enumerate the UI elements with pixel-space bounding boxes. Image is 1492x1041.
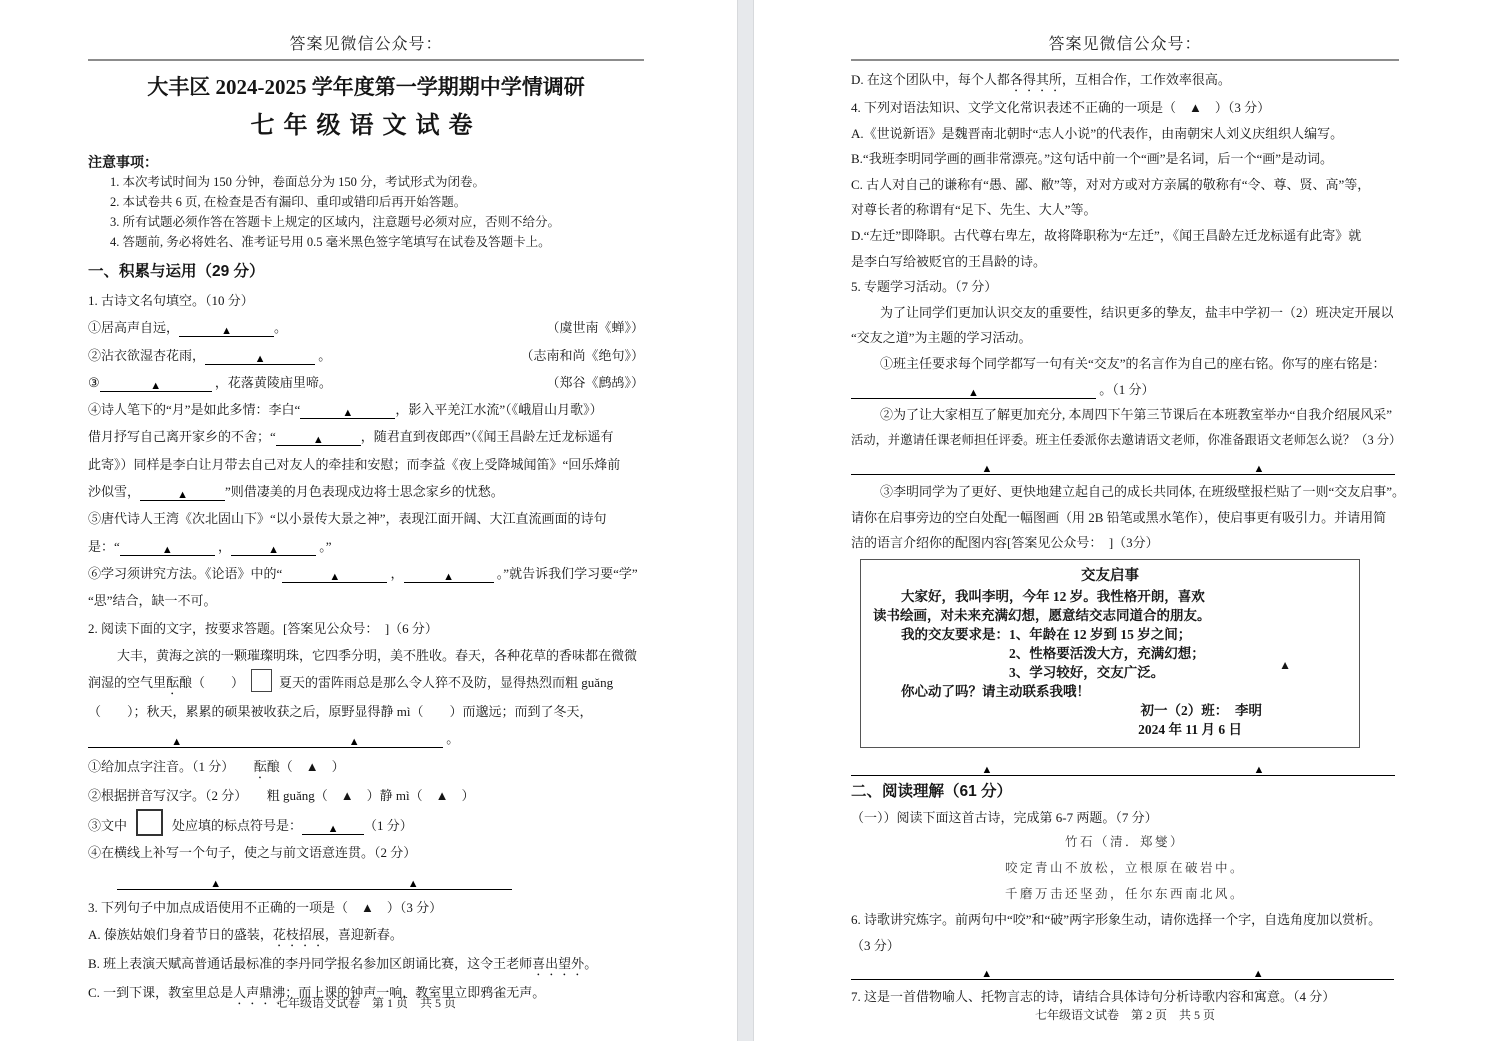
text-line <box>851 958 1399 984</box>
section-1-heading: 一、积累与运用（29 分） <box>88 263 265 280</box>
text-line <box>873 587 1347 606</box>
q5-sub-1 <box>851 351 1399 377</box>
line-content <box>851 912 1381 927</box>
answer-triangle: ▲ <box>177 489 188 502</box>
text-run: 对尊长者的称谓有“足下、先生、大人”等。 <box>851 202 1097 218</box>
line-content <box>851 330 1032 345</box>
answer-triangle: ▲ <box>1252 968 1264 981</box>
answer-triangle: ▲ <box>981 763 993 776</box>
line-content <box>901 627 1191 642</box>
answer-triangle: ▲ <box>981 463 993 476</box>
line-content <box>88 369 332 396</box>
text-line <box>88 587 644 614</box>
text-run: 。 <box>443 731 460 747</box>
q1-item-6 <box>88 560 644 587</box>
text-run: 。”就告诉我们学习要“学” <box>493 565 638 581</box>
answer-triangle: ▲ <box>342 407 354 420</box>
answer-triangle: ▲ <box>312 434 324 447</box>
line-content <box>88 457 620 472</box>
text-line <box>851 300 1399 326</box>
text-run: 咬定青山不放松，立根原在破岩中。 <box>1004 861 1245 876</box>
answer-triangle: ▲ <box>981 968 993 981</box>
text-run: 2、性格要活泼大方，充满幻想； <box>1009 645 1205 661</box>
line-content <box>901 684 1090 699</box>
text-run: 2024 年 11 月 6 日 <box>1138 721 1242 737</box>
line-content <box>851 279 997 294</box>
line-content <box>88 759 345 774</box>
text-run: （3 分） <box>851 937 900 953</box>
answer-triangle: ▲ <box>254 352 266 365</box>
line-content <box>851 254 1046 269</box>
notice-heading: 注意事项： <box>88 154 158 170</box>
text-line <box>88 423 644 450</box>
answer-blank <box>120 541 215 556</box>
emphasized-idiom: 人声鼎沸 <box>233 985 286 1001</box>
line-content <box>110 235 551 249</box>
answer-triangle: ▲ <box>1279 657 1291 672</box>
text-line <box>851 377 1399 403</box>
line-content <box>1005 887 1245 901</box>
text-run: 大家好，我叫李明，今年 12 岁。我性格开朗，喜欢 <box>901 588 1205 604</box>
line-content <box>88 539 332 554</box>
text-run: “交友之道”为主题的学习活动。 <box>851 330 1032 346</box>
header-rule <box>851 59 1399 61</box>
q5-sub-2 <box>851 402 1399 428</box>
text-line <box>851 428 1402 454</box>
text-run: （虞世南《蝉》） <box>546 320 644 336</box>
line-content <box>901 589 1205 604</box>
text-run: （一））阅读下面这首古诗，完成第 6-7 两题。（7 分） <box>851 809 1158 825</box>
line-content <box>851 228 1361 243</box>
text-line <box>88 867 644 894</box>
line-content <box>88 818 413 836</box>
line-content <box>1065 835 1185 849</box>
page1-header-note: 答案见微信公众号： <box>289 36 443 53</box>
text-run: 4. 答题前, 务必将姓名、准考证号用 0.5 毫米黑色签字笔填写在试卷及答题卡上。 <box>110 235 551 249</box>
text-run: 酿（ ） <box>179 675 245 691</box>
text-line <box>851 249 1399 275</box>
answer-triangle: ▲ <box>150 379 162 392</box>
text-run: ，影入平羌江水流”（《峨眉山月歌》） <box>395 402 603 418</box>
answer-blank <box>231 541 316 556</box>
line-content <box>1005 861 1245 875</box>
q3-stem <box>88 894 644 921</box>
poem-title <box>851 830 1399 856</box>
line-content <box>1009 665 1164 680</box>
q3-option-a <box>88 921 644 950</box>
line-content <box>117 873 512 888</box>
page2-body-top <box>851 67 1406 556</box>
q2-sub-2 <box>88 782 644 809</box>
line-content <box>88 511 607 526</box>
line-content <box>88 293 254 308</box>
answer-blank <box>100 377 212 392</box>
line-content <box>88 956 597 971</box>
text-run: B. 班上表演天赋高普通话最标准的李丹同学报名参加区朗诵比赛，这令王老师 <box>88 956 533 972</box>
line-content <box>88 429 614 447</box>
emphasized-idiom: 花枝招展 <box>272 927 325 943</box>
text-run: “思”结合，缺一不可。 <box>88 593 217 609</box>
line-content <box>851 938 900 953</box>
text-run: D.“左迁”即降职。古代尊右卑左，故将降职称为“左迁”，《闻王昌龄左迁龙标遥有此寄》就 <box>851 227 1362 243</box>
answer-triangle: ▲ <box>1253 463 1265 476</box>
line-content <box>880 356 1386 371</box>
line-content <box>873 608 1211 623</box>
line-content <box>851 759 1395 774</box>
text-run: （郑谷《鹧鸪》） <box>546 374 644 390</box>
text-run: 2. 本试卷共 6 页, 在检查是否有漏印、重印或错印后再开始答题。 <box>110 195 467 209</box>
line-content <box>88 342 331 369</box>
answer-blank <box>88 733 443 748</box>
answer-triangle: ▲ <box>221 325 232 338</box>
text-run: ①班主任要求每个同学都写一句有关“交友”的名言作为自己的座右铭。你写的座右铭是： <box>880 355 1386 371</box>
line-content <box>851 72 1231 87</box>
text-run: 此寄》）同样是李白让月带去自己对友人的牵挂和安慰；而李益《夜上受降城闻笛》“回乐烽前 <box>88 456 621 472</box>
line-content <box>851 783 1012 800</box>
text-line <box>851 453 1399 479</box>
line-content <box>88 314 287 341</box>
line-content <box>1138 722 1242 737</box>
text-run: 润湿的空气里 <box>88 675 167 691</box>
text-run: 处应填的标点符号是： <box>172 818 303 834</box>
text-line <box>873 701 1347 720</box>
text-run: 读书绘画，对未来充满幻想，愿意结交志同道合的朋友。 <box>873 607 1211 623</box>
q6-stem <box>851 907 1399 933</box>
text-run: 1. 本次考试时间为 150 分钟，卷面总分为 150 分，考试形式为闭卷。 <box>110 175 486 189</box>
answer-triangle: ▲ <box>348 736 360 749</box>
q4-option-c <box>851 172 1399 198</box>
text-run: 活动，并邀请任课老师担任评委。班主任委派你去邀请语文老师，你准备跟语文老师怎么说？（3 分） <box>851 432 1402 447</box>
line-content <box>851 202 1097 217</box>
answer-triangle: ▲ <box>1253 763 1265 776</box>
text-run: （志南和尚《绝句》） <box>520 347 644 363</box>
text-run: ， <box>387 565 404 581</box>
text-run: 7. 这是一首借物喻人、托物言志的诗，请结合具体诗句分析诗歌内容和寓意。（4 分） <box>851 989 1336 1005</box>
text-run: 是：“ <box>88 538 120 554</box>
text-run: 。（1 分） <box>1096 381 1155 397</box>
answer-blank <box>276 431 361 446</box>
q4-option-b <box>851 146 1399 172</box>
poem-line <box>851 882 1399 908</box>
text-line <box>873 606 1347 625</box>
q3-option-b <box>88 950 644 979</box>
text-run: 你心动了吗？请主动联系我哦！ <box>901 683 1090 699</box>
line-content <box>88 402 603 420</box>
line-content <box>851 535 1159 550</box>
text-run: ③文中 <box>88 818 128 834</box>
q5-sub-3 <box>851 479 1406 505</box>
text-run: ③ <box>88 374 100 390</box>
line-content <box>88 621 438 636</box>
exam-title: 大丰区 2024-2025 学年度第一学期期中学情调研 <box>147 75 585 99</box>
q2-stem <box>88 615 644 642</box>
answer-blank <box>851 965 1394 980</box>
text-line <box>851 754 1399 780</box>
text-line <box>851 933 1399 959</box>
text-line <box>88 478 644 505</box>
answer-triangle: ▲ <box>171 736 183 749</box>
text-line <box>88 232 644 252</box>
line-content <box>851 177 1370 192</box>
line-content <box>88 704 592 719</box>
q2-sub-4 <box>88 839 644 866</box>
q3-option-d <box>851 67 1399 95</box>
line-content <box>110 195 466 209</box>
text-run: 初一（2）班： 李明 <box>1140 702 1262 718</box>
line-content <box>1009 646 1205 661</box>
answer-blank <box>300 404 395 419</box>
text-run: 。 <box>274 320 288 336</box>
line-content <box>88 675 613 690</box>
line-content <box>851 151 1333 166</box>
emphasized-idiom: 喜出望外 <box>532 956 585 972</box>
line-content <box>88 484 504 502</box>
answer-triangle: ▲ <box>329 570 341 583</box>
text-run: 洁的语言介绍你的配图内容[答案见公众号： ]（3分） <box>851 535 1159 551</box>
line-content <box>88 900 442 915</box>
text-run: 3、学习较好，交友广泛。 <box>1009 664 1165 680</box>
text-run: 5. 专题学习活动。（7 分） <box>851 279 998 295</box>
line-content <box>88 593 217 608</box>
text-run: ①居高声自远， <box>88 320 180 336</box>
page2-body-bottom <box>851 754 1399 1010</box>
text-line <box>88 669 644 698</box>
line-content <box>110 175 485 189</box>
text-run: ，互相合作，工作效率很高。 <box>1061 72 1231 87</box>
text-line <box>88 642 644 669</box>
answer-blank <box>205 350 315 365</box>
text-line <box>88 725 644 752</box>
notice-box-body <box>873 587 1347 739</box>
source-attribution <box>546 369 644 396</box>
text-run: 。 <box>584 956 598 972</box>
q4-stem <box>851 95 1399 121</box>
q4-option-a <box>851 121 1399 147</box>
answer-triangle: ▲ <box>968 386 979 399</box>
text-run: C. 一到下课，教室里总是 <box>88 985 234 1001</box>
q1-item-4 <box>88 396 644 423</box>
emphasized-idiom: 酝 <box>166 675 180 691</box>
answer-triangle: ▲ <box>407 877 419 890</box>
q1-item-1 <box>88 314 644 341</box>
text-run: 大丰，黄海之滨的一颗璀璨明珠，它四季分明，美不胜收。春天，各种花草的香味都在微微 <box>117 647 638 663</box>
page1-footer: 七年级语文试卷 第 1 页 共 5 页 <box>275 996 456 1010</box>
q2-sub-1 <box>88 753 644 782</box>
q5-stem <box>851 274 1399 300</box>
line-content <box>851 126 1343 141</box>
punctuation-box <box>136 809 163 836</box>
text-run: 我的交友要求是：1、年龄在 12 岁到 15 岁之间； <box>901 626 1192 642</box>
text-run: ， <box>214 538 232 554</box>
text-run: B.“我班李明同学画的画非常漂亮。”这句话中前一个“画”是名词，后一个“画”是动词。 <box>851 151 1334 167</box>
text-line <box>88 533 644 560</box>
section-2-heading <box>851 779 1399 805</box>
reading-1-intro <box>851 805 1399 831</box>
line-content <box>880 484 1405 499</box>
text-line <box>851 530 1399 556</box>
text-line <box>88 192 644 212</box>
text-run: ，随君直到夜郎西”（《闻王昌龄左迁龙标遥有 <box>360 429 614 445</box>
text-run: 。 <box>315 347 332 363</box>
text-run: 二、阅读理解（61 分） <box>851 783 1013 801</box>
answer-blank <box>851 460 1395 475</box>
page2-footer: 七年级语文试卷 第 2 页 共 5 页 <box>1034 1008 1215 1022</box>
line-content <box>851 433 1401 447</box>
notice-list <box>88 172 644 252</box>
text-line <box>88 698 644 725</box>
poem-line <box>851 856 1399 882</box>
text-line <box>873 720 1347 739</box>
answer-blank <box>851 384 1096 399</box>
text-run: （1 分） <box>364 818 413 834</box>
text-line <box>88 451 644 478</box>
text-run: 6. 诗歌讲究炼字。前两句中“咬”和“破”两字形象生动，请你选择一个字，自选角度加以赏析。 <box>851 912 1382 928</box>
line-content <box>110 215 560 229</box>
line-content <box>851 963 1394 981</box>
line-content <box>117 648 637 663</box>
text-line <box>873 625 1347 644</box>
punctuation-box <box>251 669 272 692</box>
text-run: （ ）；秋天，累累的硕果被收获之后，原野显得静 mì（ ）而邈远；而到了冬天， <box>88 704 593 720</box>
line-content <box>88 788 474 803</box>
text-run: 酿（ ▲ ） <box>266 758 345 774</box>
line-content <box>851 382 1155 397</box>
text-run: ⑤唐代诗人王湾《次北固山下》“以小景传大景之神”，表现江面开阔、大江直流画面的诗句 <box>88 511 607 527</box>
exam-page-2 <box>851 0 1406 1041</box>
text-run: 2. 阅读下面的文字，按要求答题。[答案见公众号： ]（6 分） <box>88 620 438 636</box>
text-line <box>873 682 1347 701</box>
text-line <box>88 172 644 192</box>
text-line <box>851 325 1399 351</box>
q2-sub-3 <box>88 809 644 839</box>
line-content <box>1141 703 1263 718</box>
text-run: ④在横线上补写一个句子，使之与前文语意连贯。（2 分） <box>88 845 417 861</box>
line-content <box>88 731 460 749</box>
q4-option-d <box>851 223 1399 249</box>
emphasized-idiom: 各得其所 <box>1009 72 1062 87</box>
text-line <box>873 644 1347 663</box>
answer-triangle: ▲ <box>210 877 222 890</box>
text-run: 竹石（清．郑燮） <box>1064 835 1185 850</box>
text-run: 夏天的雷阵雨总是那么令人猝不及防，显得热烈而粗 guǎng <box>279 675 614 691</box>
q1-item-3 <box>88 369 644 396</box>
text-line <box>851 197 1399 223</box>
text-run: 4. 下列对语法知识、文学文化常识表述不正确的一项是（ ▲ ）（3 分） <box>851 100 1271 115</box>
text-line <box>851 505 1399 531</box>
text-run: 千磨万击还坚劲，任尔东西南北风。 <box>1004 886 1245 901</box>
text-line <box>88 212 644 232</box>
text-run: 为了让同学们更加认识交友的重要性，结识更多的挚友，盐丰中学初一（2）班决定开展以 <box>880 304 1394 320</box>
exam-subtitle: 七年级语文试卷 <box>250 113 482 139</box>
notice-box-title: 交友启事 <box>1081 567 1139 584</box>
page1-body <box>88 287 644 1008</box>
line-content <box>851 989 1335 1004</box>
exam-page-1 <box>88 0 644 1041</box>
text-run: ”则借凄美的月色表现戍边将士思念家乡的忧愁。 <box>225 484 504 500</box>
line-content <box>880 305 1394 320</box>
answer-blank <box>140 486 225 501</box>
text-run: ⑥学习须讲究方法。《论语》中的“ <box>88 565 283 581</box>
text-line <box>873 663 1347 682</box>
q1-item-5 <box>88 505 644 532</box>
answer-blank <box>179 322 274 337</box>
answer-blank <box>117 875 512 890</box>
text-run: ；而上课的钟声一响，教室里立即鸦雀无声。 <box>285 985 546 1001</box>
text-run: 请你在启事旁边的空白处配一幅图画（用 2B 铅笔或黑水笔作），使启事更有吸引力。并请用简 <box>851 509 1387 525</box>
text-run: 1. 古诗文名句填空。（10 分） <box>88 293 254 308</box>
text-run: ①给加点字注音。（1 分） <box>88 758 254 774</box>
text-run: D. 在这个团队中，每个人都 <box>851 72 1010 87</box>
answer-triangle: ▲ <box>443 570 454 583</box>
answer-triangle: ▲ <box>268 543 279 556</box>
page2-header-note: 答案见微信公众号： <box>1048 36 1202 53</box>
text-run: A.《世说新语》是魏晋南北朝时“志人小说”的代表作，由南朝宋人刘义庆组织人编写。 <box>851 125 1344 141</box>
text-run: ②沾衣欲湿杏花雨， <box>88 347 206 363</box>
friend-notice-box <box>860 559 1360 748</box>
text-run: 。” <box>316 538 332 554</box>
source-attribution <box>520 342 644 369</box>
answer-blank <box>282 568 387 583</box>
header-rule <box>88 59 644 61</box>
text-run: ，花落黄陵庙里啼。 <box>211 374 332 390</box>
line-content <box>851 510 1386 525</box>
text-run: ②为了让大家相互了解更加充分, 本周四下午第三节课后在本班教室举办“自我介绍展风采” <box>880 407 1393 423</box>
answer-triangle: ▲ <box>161 543 173 556</box>
text-run: 3. 所有试题必须作答在答题卡上规定的区域内，注意题号必须对应，否则不给分。 <box>110 215 561 229</box>
text-run: 是李白写给被贬官的王昌龄的诗。 <box>851 253 1047 269</box>
text-run: C. 古人对自己的谦称有“愚、鄙、敝”等，对对方或对方亲属的敬称有“令、尊、贤、高”等， <box>851 176 1371 192</box>
text-run: 借月抒写自己离开家乡的不舍；“ <box>88 429 276 445</box>
line-content <box>851 458 1395 476</box>
text-run: ②根据拼音写汉字。（2 分） 粗 guǎng（ ▲ ）静 mì（ ▲ ） <box>88 787 475 803</box>
text-run: 沙似雪， <box>88 484 141 500</box>
text-run: A. 傣族姑娘们身着节日的盛装， <box>88 927 273 943</box>
answer-blank <box>302 820 364 835</box>
text-run: 3. 下列句子中加点成语使用不正确的一项是（ ▲ ）（3 分） <box>88 899 443 915</box>
page-gutter <box>737 0 754 1041</box>
line-content <box>88 845 416 860</box>
q1-item-2 <box>88 342 644 369</box>
answer-blank <box>404 568 494 583</box>
line-content <box>88 566 638 581</box>
text-run: ，喜迎新春。 <box>324 927 403 943</box>
answer-triangle: ▲ <box>327 823 339 836</box>
source-attribution <box>546 314 644 341</box>
q1-stem <box>88 287 644 314</box>
line-content <box>88 927 403 942</box>
emphasized-idiom: 酝 <box>253 758 267 774</box>
line-content <box>880 407 1392 422</box>
text-run: ④诗人笔下的“月”是如此多情：李白“ <box>88 402 301 418</box>
line-content <box>851 100 1270 115</box>
answer-blank <box>851 761 1395 776</box>
line-content <box>851 810 1158 825</box>
text-run: ③李明同学为了更好、更快地建立起自己的成长共同体, 在班级壁报栏贴了一则“交友启事”。 <box>880 483 1406 499</box>
